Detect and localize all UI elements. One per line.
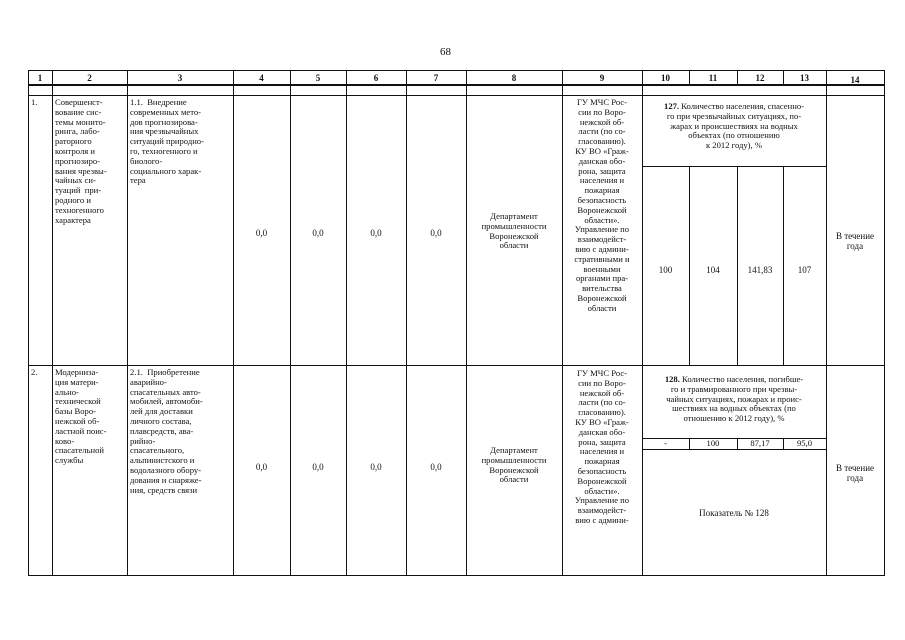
header-col-9: 9 xyxy=(599,73,605,83)
table-line xyxy=(346,70,347,576)
row1-term: В течение года xyxy=(835,231,875,251)
row2-value-13: 95,0 xyxy=(796,438,813,448)
table-line xyxy=(52,70,53,576)
table-line xyxy=(406,70,407,576)
table-line xyxy=(884,70,885,576)
row1-coexecutors: ГУ МЧС Рос- сии по Воро- нежской об- ласти (по со- гласованию). КУ ВО «Граж- данская обо- рона, защита населения и пожарная безопасность Воронежской области». Управление по взаимодейст- вию с админи- стративными и военными органами пра- вительства Воронежской области xyxy=(574,97,630,313)
table-line xyxy=(28,575,884,576)
header-col-7: 7 xyxy=(433,73,439,83)
table-line xyxy=(466,70,467,576)
row2-indicator-number: 128. xyxy=(664,374,680,384)
page-number: 68 xyxy=(440,46,451,58)
row2-value-12: 87,17 xyxy=(750,438,770,448)
header-col-11: 11 xyxy=(708,73,718,83)
row1-funding-col7: 0,0 xyxy=(430,228,442,238)
row1-task: Совершенст- вование сис- темы монито- ринга, лабо- раторного контроля и прогнозиро- вания чрезвы- чайных си- туаций при- родного и техногенного характера xyxy=(55,97,107,225)
header-col-13: 13 xyxy=(800,73,809,83)
header-col-4: 4 xyxy=(259,73,264,83)
row1-activity: 1.1. Внедрение современных мето- дов прогнозирова- ния чрезвычайных ситуаций природно- го, техногенного и биолого- социального харак- тера xyxy=(130,97,204,186)
row2-indicator-text: Количество населения, погибше- го и травмированного при чрезвы- чайных ситуациях, пожарах и проис- шествиях на водных объектах (по отношению к 2012 году), % xyxy=(666,374,804,424)
table-line xyxy=(826,70,827,576)
table-line xyxy=(642,166,826,167)
row2-coexecutors: ГУ МЧС Рос- сии по Воро- нежской об- ласти (по со- гласованию). КУ ВО «Граж- данская обо- рона, защита населения и пожарная безопасность Воронежской области». Управление по взаимодейст- вию с админи- xyxy=(574,368,630,525)
table-line xyxy=(642,449,826,450)
row2-funding-col5: 0,0 xyxy=(312,462,324,472)
row1-indicator-title xyxy=(642,102,826,151)
table-line xyxy=(290,70,291,576)
row1-value-10: 100 xyxy=(658,265,673,275)
header-col-2: 2 xyxy=(87,73,92,83)
row2-responsible: Департамент промышленности Воронежской области xyxy=(481,445,547,485)
row1-value-12: 141,83 xyxy=(747,265,773,275)
header-col-5: 5 xyxy=(315,73,321,83)
table-line xyxy=(28,365,884,366)
row1-value-11: 104 xyxy=(706,265,720,275)
table-line xyxy=(28,70,884,71)
row2-value-10: - xyxy=(664,438,667,448)
row1-funding-col4: 0,0 xyxy=(255,228,268,238)
row2-task: Модерниза- ция матери- ально- технической базы Воро- нежской об- ластной поис- ково- спасательной службы xyxy=(55,367,107,466)
table-line xyxy=(233,70,234,576)
row2-funding-col7: 0,0 xyxy=(430,462,442,472)
header-col-12: 12 xyxy=(755,73,765,83)
header-col-6: 6 xyxy=(373,73,379,83)
row1-funding-col5: 0,0 xyxy=(312,228,324,238)
row2-indicator-ref: Показатель № 128 xyxy=(699,508,769,518)
row1-indicator-number: 127. xyxy=(664,101,680,111)
row2-value-11: 100 xyxy=(706,438,720,448)
row1-value-13: 107 xyxy=(797,265,812,275)
row2-term: В течение года xyxy=(835,463,875,483)
row2-indicator-title xyxy=(642,375,826,424)
row2-funding-col4: 0,0 xyxy=(255,462,268,472)
header-col-14: 14 xyxy=(850,75,860,85)
header-col-10: 10 xyxy=(661,73,670,83)
row1-number: 1. xyxy=(31,97,38,107)
table-line xyxy=(28,70,29,576)
header-col-3: 3 xyxy=(177,73,183,83)
row1-responsible: Департамент промышленности Воронежской области xyxy=(481,211,547,251)
table-line xyxy=(127,70,128,576)
table-line xyxy=(28,95,884,96)
row2-activity: 2.1. Приобретение аварийно- спасательных авто- мобилей, автомоби- лей для доставки личного состава, плавсредств, ава- рийно- спасательного, альпинистского и водолазного обору- дования и снаряже- ния, средств связи xyxy=(130,367,203,495)
row2-number: 2. xyxy=(31,367,38,377)
row1-funding-col6: 0,0 xyxy=(370,228,382,238)
row2-funding-col6: 0,0 xyxy=(370,462,382,472)
row1-indicator-text: Количество населения, спасенно- го при чрезвычайных ситуациях, по- жарах и происшествиях на водных объектах (по отношению к 2012 году), % xyxy=(666,101,804,151)
header-col-8: 8 xyxy=(511,73,517,83)
header-col-1: 1 xyxy=(37,73,43,83)
table-line xyxy=(28,84,884,86)
